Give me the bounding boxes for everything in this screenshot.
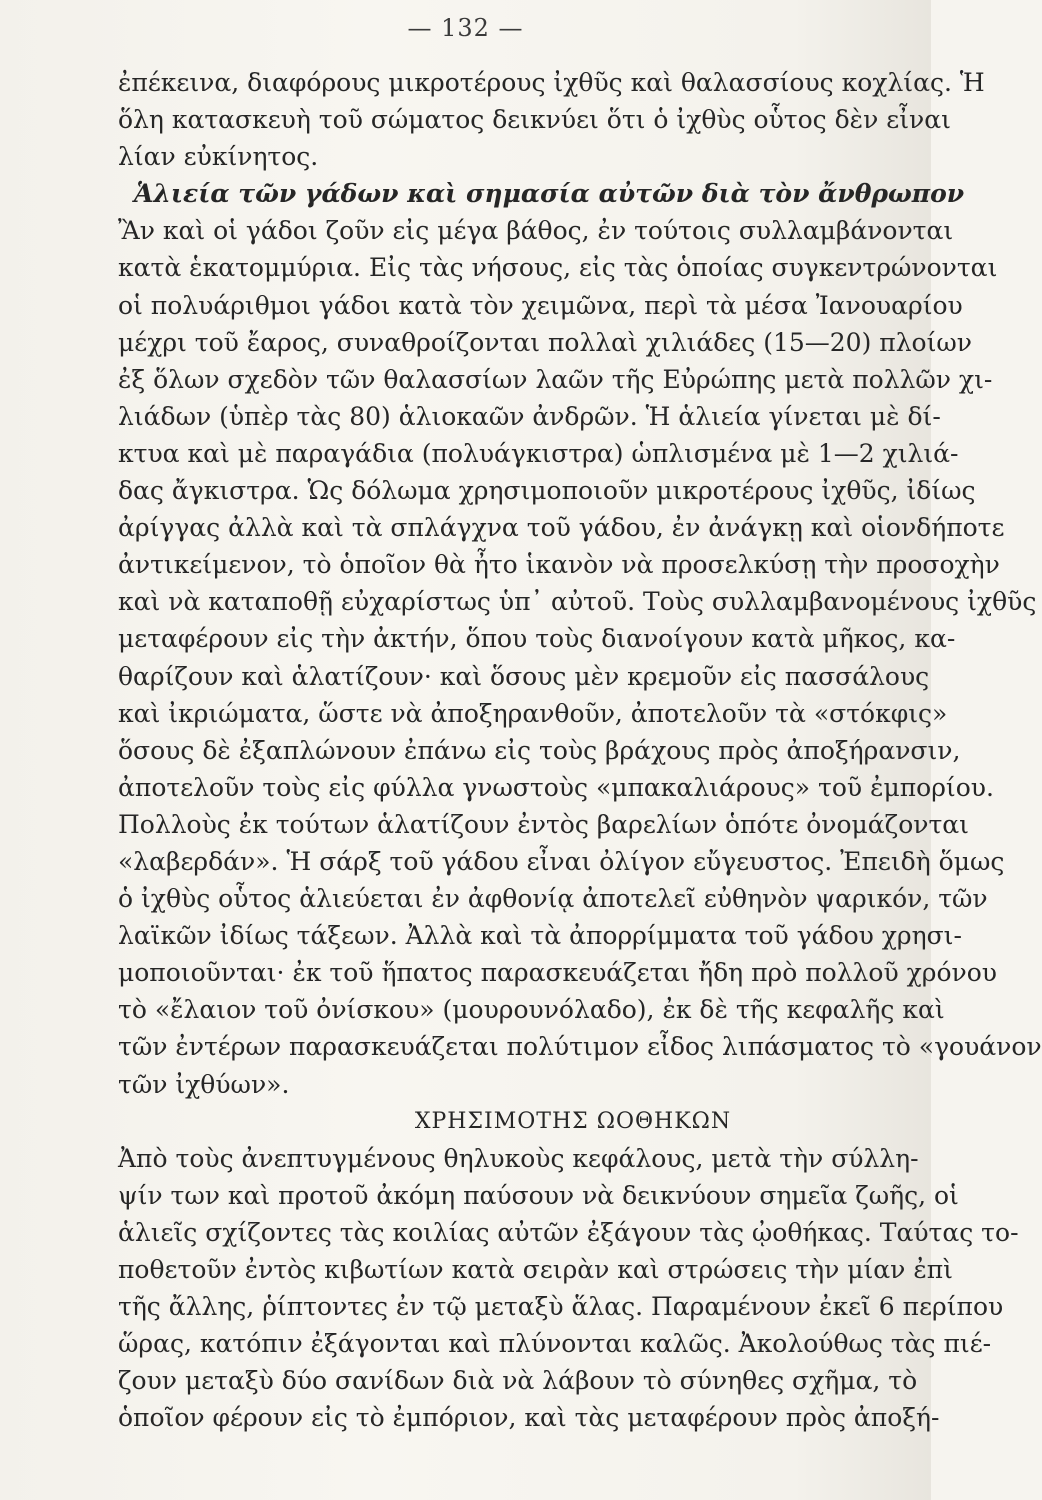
- section-heading: ΧΡΗΣΙΜΟΤΗΣ ΩΟΘΗΚΩΝ: [414, 1108, 732, 1134]
- text-line: ἀντικείμενον, τὸ ὁποῖον θὰ ἦτο ἱκανὸν νὰ προσελκύσῃ τὴν προσοχὴν: [118, 550, 1000, 580]
- text-line: τῆς ἄλλης, ῥίπτοντες ἐν τῷ μεταξὺ ἅλας. Παραμένουν ἐκεῖ 6 περίπου: [118, 1292, 1004, 1322]
- text-line: τὸ «ἔλαιον τοῦ ὀνίσκου» (μουρουνόλαδο), ἐκ δὲ τῆς κεφαλῆς καὶ: [118, 995, 945, 1025]
- text-line: κατὰ ἑκατομμύρια. Εἰς τὰς νήσους, εἰς τὰς ὁποίας συγκεντρώνονται: [118, 253, 998, 283]
- text-line: ὅσους δὲ ἐξαπλώνουν ἐπάνω εἰς τοὺς βράχους πρὸς ἀποξήρανσιν,: [118, 735, 961, 765]
- text-line: «λαβερδάν». Ἡ σάρξ τοῦ γάδου εἶναι ὀλίγον εὔγευστος. Ἐπειδὴ ὅμως: [118, 846, 1005, 876]
- text-line: ἀποτελοῦν τοὺς εἰς φύλλα γνωστοὺς «μπακαλιάρους» τοῦ ἐμπορίου.: [118, 772, 994, 802]
- text-line: ψίν των καὶ προτοῦ ἀκόμη παύσουν νὰ δεικνύουν σημεῖα ζωῆς, οἱ: [118, 1180, 959, 1210]
- text-line: λιάδων (ὑπὲρ τὰς 80) ἁλιοκαῶν ἀνδρῶν. Ἡ ἁλιεία γίνεται μὲ δί-: [118, 401, 941, 431]
- text-line: ὅλη κατασκευὴ τοῦ σώματος δεικνύει ὅτι ὁ ἰχθὺς οὗτος δὲν εἶναι: [118, 105, 951, 135]
- text-line: λίαν εὐκίνητος.: [118, 142, 319, 172]
- text-line: τῶν ἐντέρων παρασκευάζεται πολύτιμον εἶδος λιπάσματος τὸ «γουάνον: [118, 1032, 1042, 1062]
- text-line: μεταφέρουν εἰς τὴν ἀκτήν, ὅπου τοὺς διανοίγουν κατὰ μῆκος, κα-: [118, 624, 956, 654]
- text-line: ἁλιεῖς σχίζοντες τὰς κοιλίας αὐτῶν ἐξάγουν τὰς ᾠοθήκας. Ταύτας το-: [118, 1217, 1019, 1247]
- page-number: — 132 —: [407, 14, 524, 42]
- text-line: ἐξ ὅλων σχεδὸν τῶν θαλασσίων λαῶν τῆς Εὐρώπης μετὰ πολλῶν χι-: [118, 364, 993, 394]
- text-line: μέχρι τοῦ ἔαρος, συναθροίζονται πολλαὶ χιλιάδες (15—20) πλοίων: [118, 327, 972, 357]
- text-line: Πολλοὺς ἐκ τούτων ἁλατίζουν ἐντὸς βαρελίων ὁπότε ὀνομάζονται: [118, 809, 969, 839]
- text-line: ἀρίγγας ἀλλὰ καὶ τὰ σπλάγχνα τοῦ γάδου, ἐν ἀνάγκῃ καὶ οἱονδήποτε: [118, 513, 1005, 543]
- text-line: τῶν ἰχθύων».: [118, 1069, 290, 1099]
- text-line: ὁ ἰχθὺς οὗτος ἁλιεύεται ἐν ἀφθονίᾳ ἀποτελεῖ εὐθηνὸν ψαρικόν, τῶν: [118, 884, 988, 914]
- text-line: ζουν μεταξὺ δύο σανίδων διὰ νὰ λάβουν τὸ σύνηθες σχῆμα, τὸ: [118, 1366, 918, 1396]
- text-line: καὶ ἰκριώματα, ὥστε νὰ ἀποξηρανθοῦν, ἀποτελοῦν τὰ «στόκφις»: [118, 698, 948, 728]
- body-text: [118, 64, 1042, 1436]
- text-line: ἐπέκεινα, διαφόρους μικροτέρους ἰχθῦς καὶ θαλασσίους κοχλίας. Ἡ: [118, 68, 985, 97]
- text-line: ποθετοῦν ἐντὸς κιβωτίων κατὰ σειρὰν καὶ στρώσεις τὴν μίαν ἐπὶ: [118, 1255, 953, 1284]
- text-line: Ἀπὸ τοὺς ἀνεπτυγμένους θηλυκοὺς κεφάλους, μετὰ τὴν σύλλη-: [118, 1143, 919, 1173]
- text-line: λαϊκῶν ἰδίως τάξεων. Ἀλλὰ καὶ τὰ ἀπορρίμματα τοῦ γάδου χρησι-: [118, 921, 962, 951]
- section-title: Ἁλιεία τῶν γάδων καὶ σημασία αὐτῶν διὰ τὸν ἄνθρωπον: [134, 179, 965, 209]
- text-line: μοποιοῦνται· ἐκ τοῦ ἥπατος παρασκευάζεται ἤδη πρὸ πολλοῦ χρόνου: [118, 958, 997, 988]
- text-line: καὶ νὰ καταποθῇ εὐχαρίστως ὑπ᾿ αὐτοῦ. Τοὺς συλλαμβανομένους ἰχθῦς: [118, 587, 1037, 617]
- text-line: Ἂν καὶ οἱ γάδοι ζοῦν εἰς μέγα βάθος, ἐν τούτοις συλλαμβάνονται: [118, 216, 954, 246]
- text-line: ὁποῖον φέρουν εἰς τὸ ἐμπόριον, καὶ τὰς μεταφέρουν πρὸς ἀποξή-: [118, 1403, 940, 1433]
- text-line: θαρίζουν καὶ ἁλατίζουν· καὶ ὅσους μὲν κρεμοῦν εἰς πασσάλους: [118, 661, 930, 691]
- text-line: δας ἄγκιστρα. Ὡς δόλωμα χρησιμοποιοῦν μικροτέρους ἰχθῦς, ἰδίως: [118, 476, 976, 506]
- text-line: οἱ πολυάριθμοι γάδοι κατὰ τὸν χειμῶνα, περὶ τὰ μέσα Ἰανουαρίου: [118, 290, 963, 320]
- text-line: ὥρας, κατόπιν ἐξάγονται καὶ πλύνονται καλῶς. Ἀκολούθως τὰς πιέ-: [118, 1329, 992, 1359]
- text-line: κτυα καὶ μὲ παραγάδια (πολυάγκιστρα) ὡπλισμένα μὲ 1—2 χιλιά-: [118, 438, 959, 468]
